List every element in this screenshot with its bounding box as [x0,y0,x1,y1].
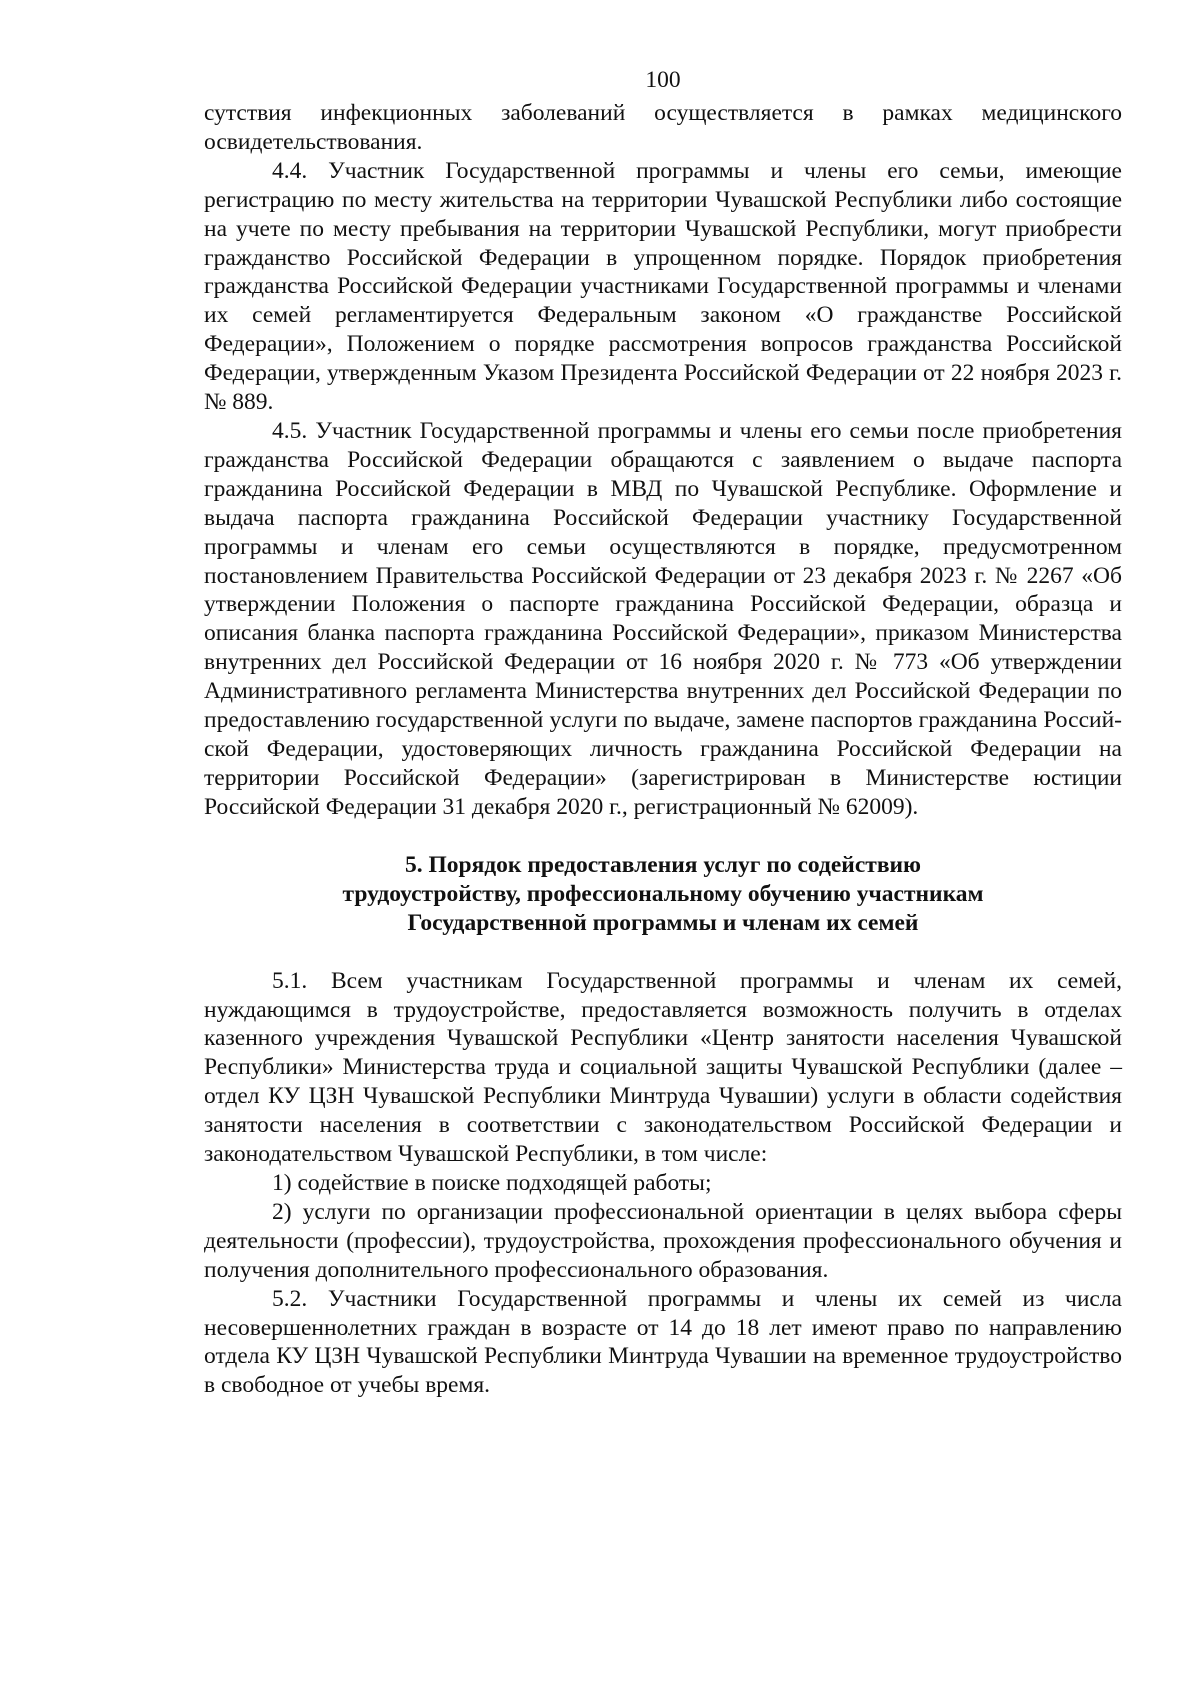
paragraph-4-5: 4.5. Участник Государственной программы и члены его семьи после приобретения гражданства Российской Федерации обращаются с заявлением о выдаче паспорта гражданина Российской Федерации в МВД по Чувашской Республике. Оформление и выдача паспорта гражданина Российской Федерации участнику Государственной программы и членам его семьи осуществляются в порядке, предусмотренном постановлением Правительства Российской Федерации от 23 декабря 2023 г. № 2267 «Об утверждении Положения о паспорте гражданина Российской Федерации, образца и описания бланка паспорта гражданина Российской Федерации», приказом Министерства внутренних дел Российской Федерации от 16 ноября 2020 г. № 773 «Об утверждении Административного регламента Министерства внутренних дел Российской Федерации по предоставлению государственной услуги по выдаче, замене паспортов гражданина Российской Федерации, удостоверяющих личность гражданина Российской Федерации на территории Российской Федерации» (зарегистрирован в Министерстве юстиции Российской Федерации 31 декабря 2020 г., регистрационный № 62009). [204,417,1122,820]
paragraph-continuation: сутствия инфекционных заболеваний осуществляется в рамках медицинского освидетельствования. [204,100,1122,155]
paragraph-5-2: 5.2. Участники Государственной программы и члены их семей из числа несовершеннолетних граждан в возрасте от 14 до 18 лет имеют право по направлению отдела КУ ЦЗН Чувашской Республики Минтруда Чувашии на временное трудоустройство в свободное от учебы время. [204,1285,1122,1399]
page-number: 100 [645,67,681,93]
section-title-line: Государственной программы и членам их семей [407,909,919,936]
list-item-1: 1) содействие в поиске подходящей работы; [272,1170,712,1196]
section-5-title [204,851,1122,938]
paragraph-4-4: 4.4. Участник Государственной программы и члены его семьи, имеющие регистрацию по месту жительства на территории Чувашской Республики либо состоящие на учете по месту пребывания на территории Чувашской Республики, могут приобрести гражданство Российской Федерации в упрощенном порядке. Порядок приобретения гражданства Российской Федерации участниками Государственной программы и членами их семей регламентируется Федеральным законом «О гражданстве Российской Федерации», Положением о порядке рассмотрения вопросов гражданства Российской Федерации, утвержденным Указом Президента Российской Федерации от 22 ноября 2023 г. № 889. [204,157,1122,416]
paragraph-5-1: 5.1. Всем участникам Государственной программы и членам их семей, нуждающимся в трудоустройстве, предоставляется возможность получить в отделах казенного учреждения Чувашской Республики «Центр занятости населения Чувашской Республики» Министерства труда и социальной защиты Чувашской Республики (далее – отдел КУ ЦЗН Чувашской Республики Минтруда Чувашии) услуги в области содействия занятости населения в соответствии с законодательством Российской Федерации и законодательством Чувашской Республики, в том числе: [204,967,1122,1168]
section-title-line: трудоустройству, профессиональному обучению участникам [342,880,984,907]
section-title-line: 5. Порядок предоставления услуг по содействию [404,851,922,878]
document-page [204,66,1122,1400]
list-item-2: 2) услуги по организации профессиональной ориентации в целях выбора сферы деятельности (профессии), трудоустройства, прохождения профессионального обучения и получения дополнительного профессионального образования. [204,1198,1122,1283]
